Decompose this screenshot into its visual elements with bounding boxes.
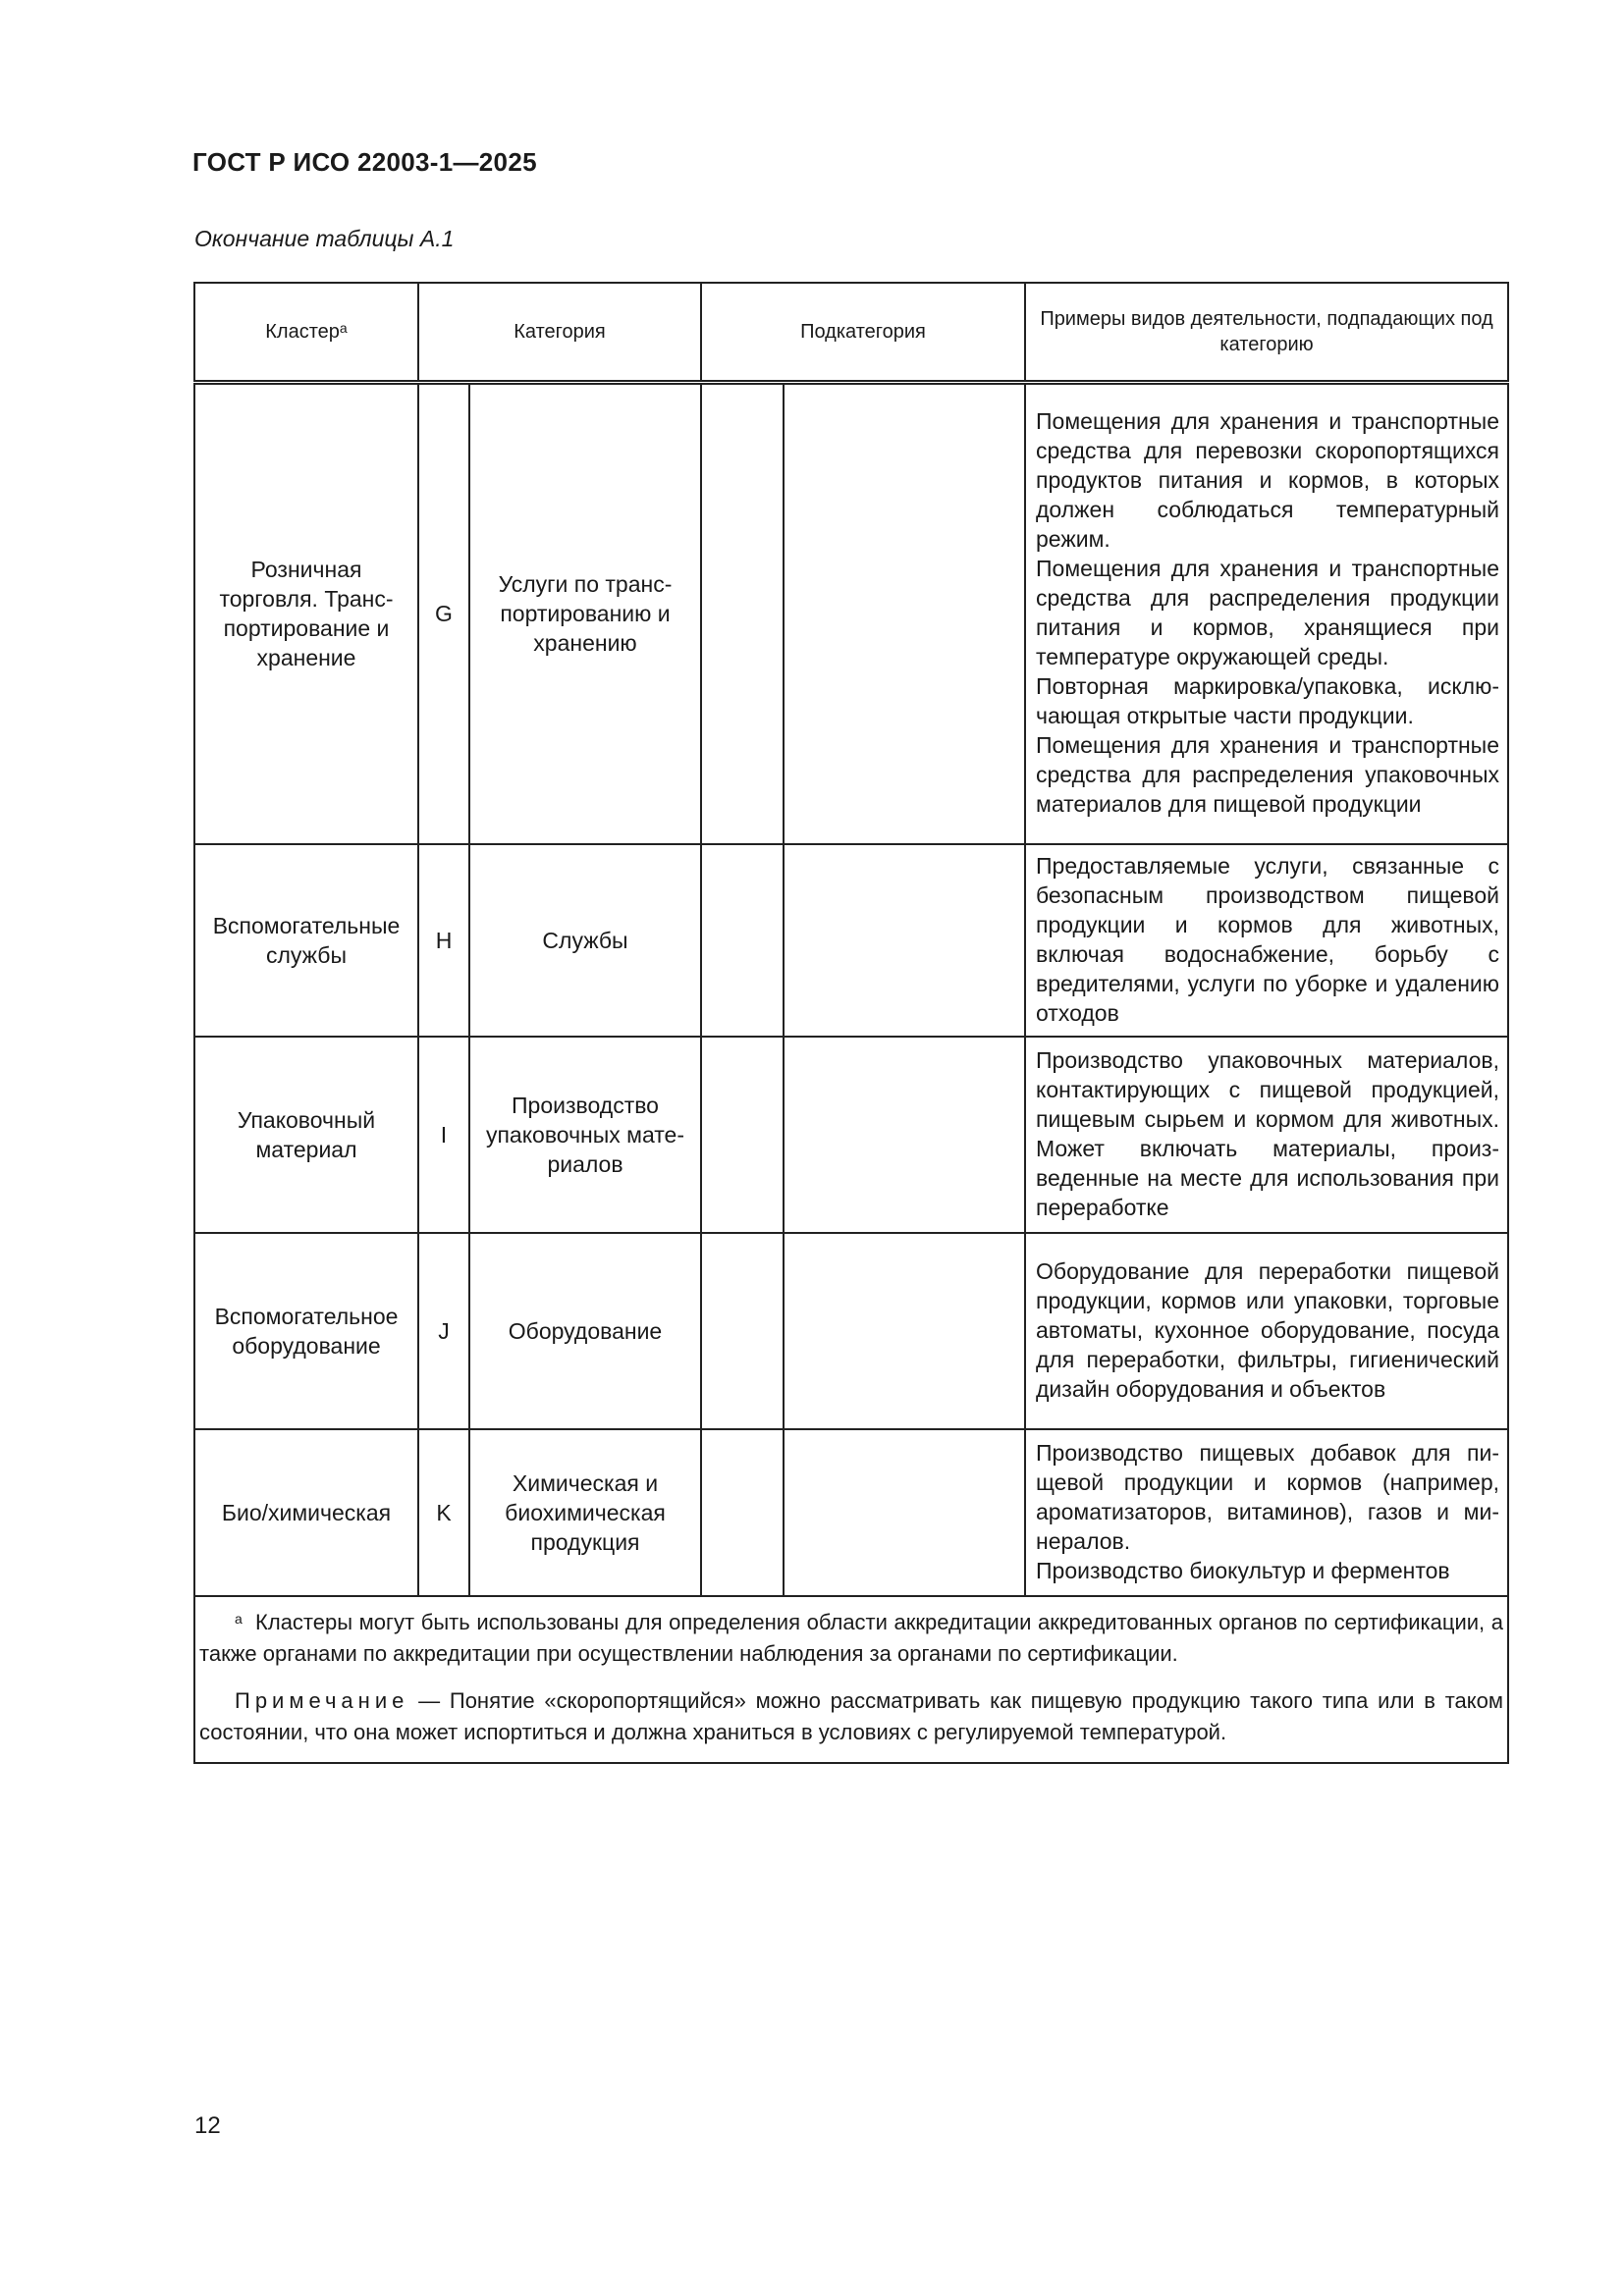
- category-name-cell: Оборудование: [469, 1233, 701, 1429]
- category-name-cell: Производство упаковочных материалов: [469, 1037, 701, 1233]
- header-subcategory: Подкатегория: [701, 283, 1025, 383]
- subcategory-name-cell: [784, 1037, 1025, 1233]
- table-row: [194, 844, 1508, 1037]
- example-paragraph: Оборудование для переработки пищевой продукции, кормов или упаковки, торговые автоматы, кухонное оборудование, посуда для переработки, фильтры, гигиенический дизайн оборудования и объектов: [1036, 1257, 1500, 1402]
- cluster-cell: Упаковочный материал: [194, 1037, 418, 1233]
- subcategory-name-cell: [784, 383, 1025, 844]
- table-footer-cell: [194, 1596, 1508, 1763]
- examples-cell: [1025, 1429, 1508, 1596]
- subcategory-name-cell: [784, 844, 1025, 1037]
- examples-cell: [1025, 844, 1508, 1037]
- cluster-cell: Вспомогательное оборудование: [194, 1233, 418, 1429]
- category-code-cell: H: [418, 844, 469, 1037]
- example-paragraph: Производство упаковочных материалов, контактирующих с пищевой продукцией, пищевым сырьем и кормом для животных. Может включать материалы, произведенные на месте для использования при переработке: [1036, 1046, 1500, 1220]
- note-label: Примечание: [235, 1687, 409, 1713]
- table-footnote: $^а$ Кластеры могут быть использованы для определения области аккредитации аккредитованных органов по сертификации, а также органами по аккредитации при осуществлении наблюдения за органами по сертификации.: [199, 1609, 1504, 1666]
- category-name-cell: Службы: [469, 844, 701, 1037]
- example-paragraph: Производство пищевых добавок для пищевой продукции и кормов (например, ароматизаторов, витаминов), газов и минералов.: [1036, 1439, 1500, 1554]
- cluster-cell: Вспомогательные службы: [194, 844, 418, 1037]
- table-note: [199, 1685, 1503, 1748]
- examples-cell: [1025, 383, 1508, 844]
- page-number: 12: [194, 2112, 221, 2139]
- subcategory-code-cell: [701, 844, 784, 1037]
- subcategory-code-cell: [701, 383, 784, 844]
- subcategory-code-cell: [701, 1429, 784, 1596]
- examples-cell: [1025, 1037, 1508, 1233]
- header-examples: Примеры видов деятельности, подпадающих под категорию: [1025, 283, 1508, 383]
- example-paragraph: Производство биокультур и ферментов: [1036, 1557, 1450, 1583]
- subcategory-code-cell: [701, 1233, 784, 1429]
- subcategory-code-cell: [701, 1037, 784, 1233]
- classification-table: [193, 282, 1509, 1764]
- table-row: [194, 1429, 1508, 1596]
- document-standard-header: ГОСТ Р ИСО 22003-1—2025: [192, 147, 537, 177]
- example-paragraph: Помещения для хранения и транспортные средства для распределения продукции питания и кормов, хранящиеся при температуре окружающей среды.: [1036, 556, 1500, 670]
- cluster-cell: Розничная торговля. Транспортирование и хранение: [194, 383, 418, 844]
- header-cluster: Кластер$^а$: [194, 283, 418, 383]
- note-text: — Понятие «скоропортящийся» можно рассматривать как пищевую продукцию такого типа или в таком состоянии, что она может испортиться и должна храниться в условиях с регулируемой температурой.: [199, 1687, 1504, 1744]
- table-footer-row: [194, 1596, 1508, 1763]
- table-row: [194, 1037, 1508, 1233]
- footnote-ref: а: [339, 320, 348, 336]
- category-name-cell: Химическая и биохимическая продукция: [469, 1429, 701, 1596]
- example-paragraph: Помещения для хранения и транспортные средства для перевозки скоропортящихся продуктов питания и кормов, в которых должен соблюдаться температурный режим.: [1036, 408, 1500, 553]
- category-code-cell: J: [418, 1233, 469, 1429]
- header-category: Категория: [418, 283, 701, 383]
- subcategory-name-cell: [784, 1233, 1025, 1429]
- category-code-cell: G: [418, 383, 469, 844]
- table-row: [194, 1233, 1508, 1429]
- example-paragraph: Повторная маркировка/упаковка, исключающая открытые части продукции.: [1036, 673, 1500, 729]
- table-row: [194, 383, 1508, 844]
- examples-cell: [1025, 1233, 1508, 1429]
- table-caption: Окончание таблицы А.1: [194, 226, 455, 251]
- footnote-marker: а: [235, 1610, 243, 1627]
- category-code-cell: K: [418, 1429, 469, 1596]
- cluster-cell: Био/химическая: [194, 1429, 418, 1596]
- category-code-cell: I: [418, 1037, 469, 1233]
- example-paragraph: Помещения для хранения и транспортные средства для распределения упаковочных материалов для пищевой продукции: [1036, 732, 1500, 818]
- subcategory-name-cell: [784, 1429, 1025, 1596]
- example-paragraph: Предоставляемые услуги, связанные с безопасным производством пищевой продукции и кормов для животных, включая водоснабжение, борьбу с вредителями, услуги по уборке и удалению отходов: [1036, 852, 1500, 1026]
- table-header-row: [194, 283, 1508, 383]
- category-name-cell: Услуги по транспортированию и хранению: [469, 383, 701, 844]
